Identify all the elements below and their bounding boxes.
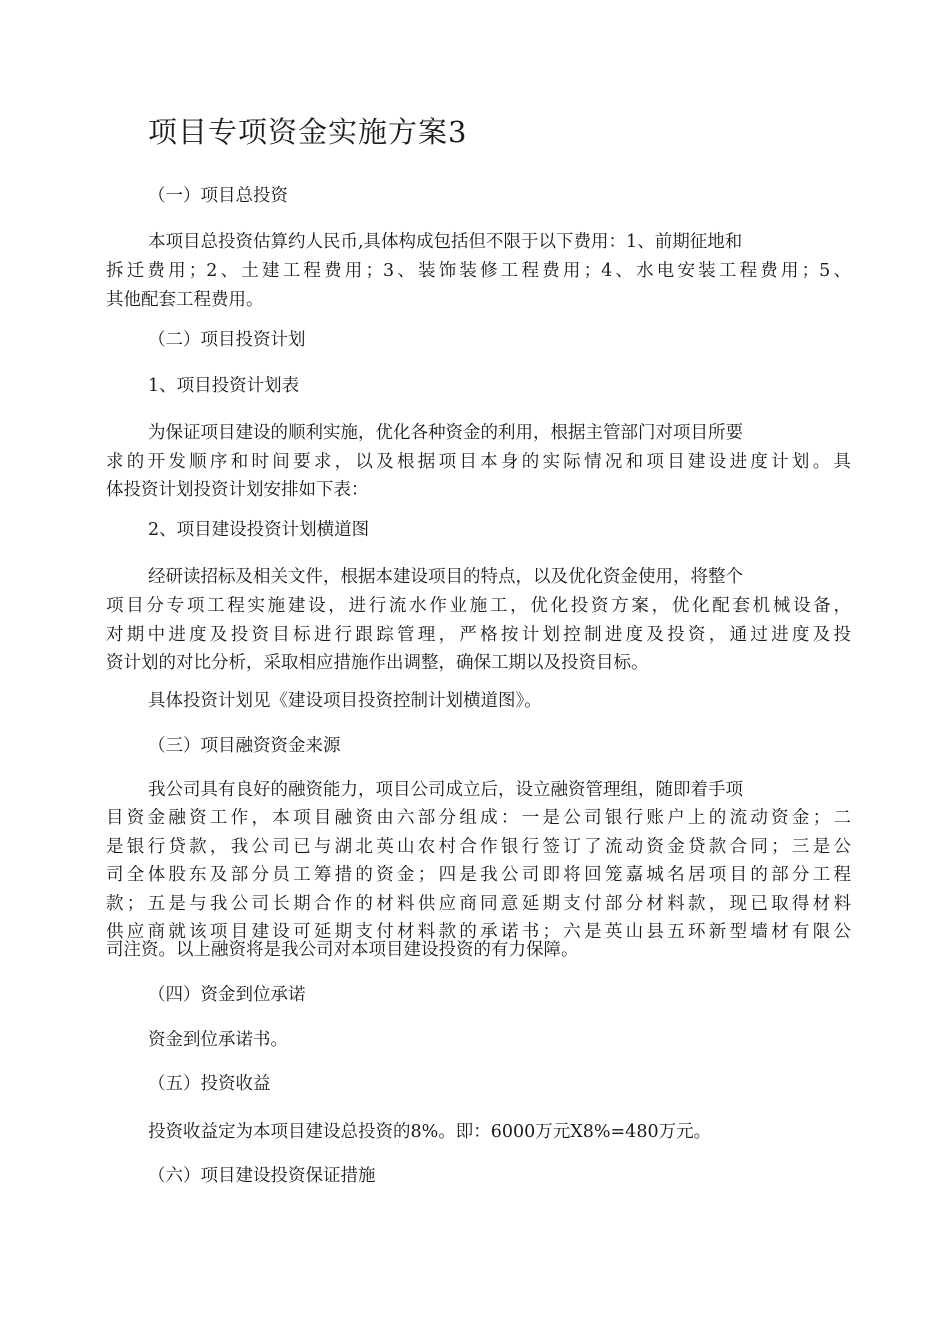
section-heading-1: （一）项目总投资 — [148, 186, 288, 206]
paragraph-line: 为保证项目建设的顺利实施，优化各种资金的利用，根据主管部门对项目所要 — [148, 423, 743, 443]
paragraph-line: 我公司具有良好的融资能力，项目公司成立后，设立融资管理组，随即着手项 — [148, 780, 743, 800]
paragraph-line: 是银行贷款，我公司已与湖北英山农村合作银行签订了流动资金贷款合同；三是公 — [106, 837, 851, 857]
paragraph-line: 求的开发顺序和时间要求，以及根据项目本身的实际情况和项目建设进度计划。具 — [106, 452, 851, 472]
section-heading-4: （四）资金到位承诺 — [148, 985, 306, 1005]
paragraph-line: 目资金融资工作，本项目融资由六部分组成：一是公司银行账户上的流动资金；二 — [106, 808, 851, 828]
paragraph-line: 具体投资计划见《建设项目投资控制计划横道图》。 — [148, 691, 542, 711]
document-title: 项目专项资金实施方案3 — [148, 115, 468, 149]
subsection-heading: 2、项目建设投资计划横道图 — [148, 520, 370, 540]
section-heading-2: （二）项目投资计划 — [148, 330, 306, 350]
paragraph-line: 投资收益定为本项目建设总投资的8%。即：6000万元X8%=480万元。 — [148, 1122, 712, 1142]
paragraph-line: 资金到位承诺书。 — [148, 1030, 288, 1050]
paragraph-line: 本项目总投资估算约人民币,具体构成包括但不限于以下费用：1、前期征地和 — [148, 232, 743, 252]
paragraph-line: 对期中进度及投资目标进行跟踪管理，严格按计划控制进度及投资，通过进度及投 — [106, 625, 851, 645]
subsection-heading: 1、项目投资计划表 — [148, 376, 300, 396]
paragraph-line: 供应商就该项目建设可延期支付材料款的承诺书；六是英山县五环新型墙材有限公 — [106, 922, 851, 942]
section-heading-6: （六）项目建设投资保证措施 — [148, 1166, 376, 1186]
section-heading-3: （三）项目融资资金来源 — [148, 736, 341, 756]
paragraph-line: 其他配套工程费用。 — [106, 290, 264, 310]
paragraph-line: 拆迁费用；2、土建工程费用；3、装饰装修工程费用；4、水电安装工程费用；5、 — [106, 261, 851, 281]
paragraph-line: 项目分专项工程实施建设，进行流水作业施工，优化投资方案，优化配套机械设备， — [106, 596, 851, 616]
section-heading-5: （五）投资收益 — [148, 1074, 271, 1094]
paragraph-line: 体投资计划投资计划安排如下表： — [106, 480, 369, 500]
paragraph-line: 司全体股东及部分员工筹措的资金；四是我公司即将回笼嘉城名居项目的部分工程 — [106, 865, 851, 885]
paragraph-line: 司注资。以上融资将是我公司对本项目建设投资的有力保障。 — [106, 940, 579, 960]
paragraph-line: 经研读招标及相关文件，根据本建设项目的特点，以及优化资金使用，将整个 — [148, 567, 743, 587]
paragraph-line: 款；五是与我公司长期合作的材料供应商同意延期支付部分材料款，现已取得材料 — [106, 894, 851, 914]
paragraph-line: 资计划的对比分析，采取相应措施作出调整，确保工期以及投资目标。 — [106, 653, 649, 673]
